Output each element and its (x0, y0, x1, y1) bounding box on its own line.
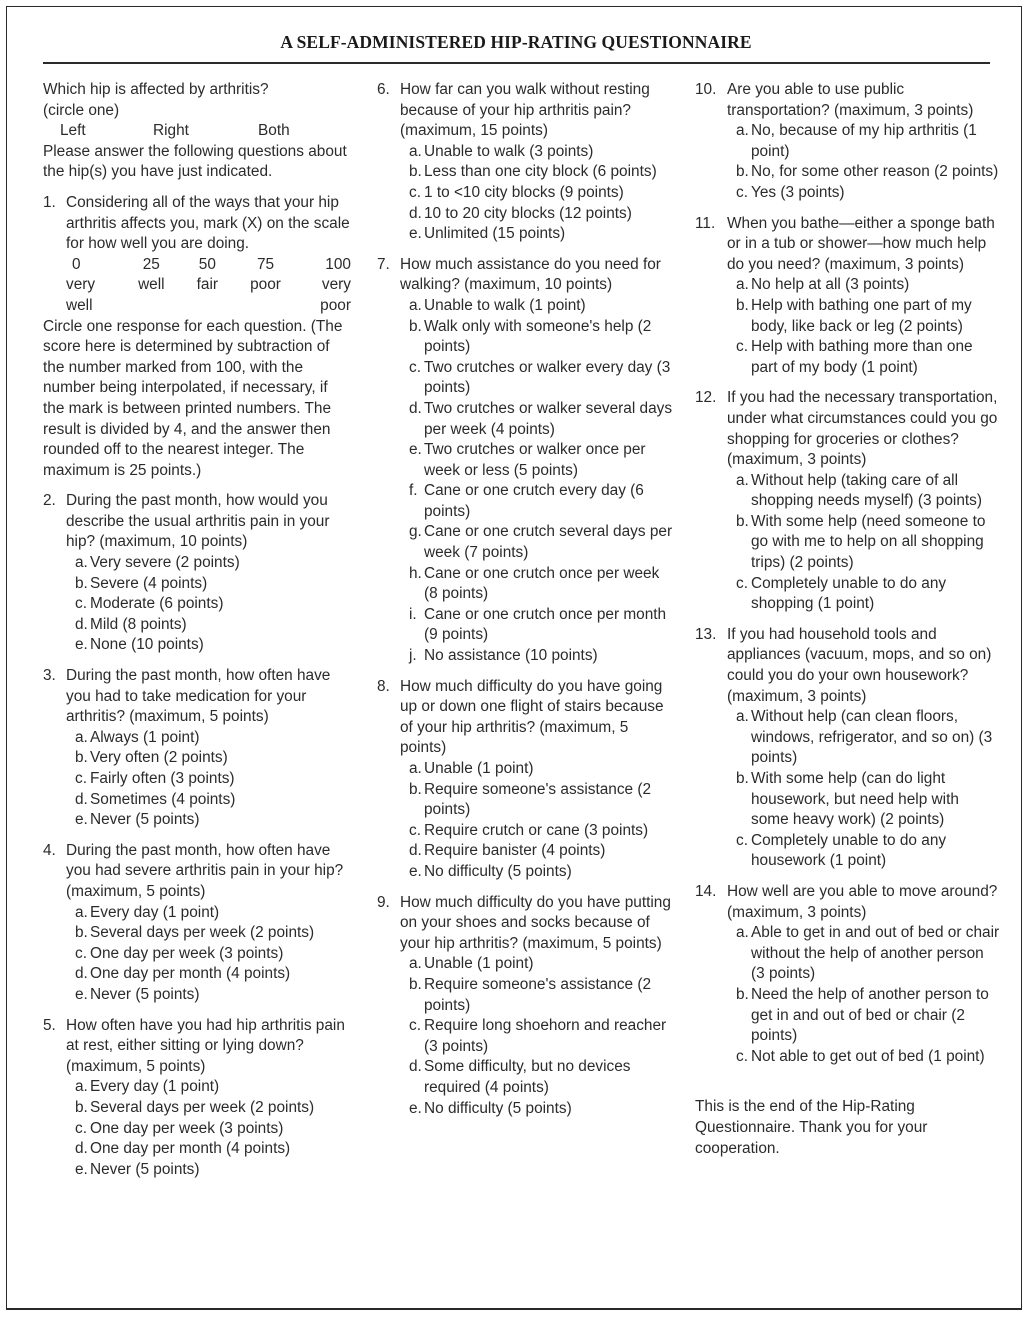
option-letter: f. (409, 482, 418, 500)
question-number: 2. (43, 492, 56, 510)
answer-option[interactable] (66, 903, 351, 924)
answer-option[interactable] (727, 707, 1000, 769)
intro-followup: Please answer the following questions about the hip(s) you have just indicated. (43, 142, 347, 181)
scale-value: 25 (142, 255, 160, 273)
question-number: 13. (695, 625, 717, 643)
scale-value: 100 (325, 255, 351, 273)
option-letter: b. (736, 985, 749, 1003)
question-number: 12. (695, 389, 717, 407)
option-letter: a. (409, 760, 422, 777)
hip-choice-both[interactable]: Both (258, 122, 290, 140)
answer-option[interactable] (66, 594, 351, 615)
option-letter: a. (409, 296, 422, 314)
scale-value: 50 (198, 255, 216, 273)
answer-option[interactable] (400, 759, 675, 780)
option-letter: h. (409, 564, 422, 582)
answer-option[interactable] (727, 162, 1000, 183)
option-letter: b. (409, 163, 422, 181)
option-text: Very severe (2 points) (90, 554, 240, 572)
answer-option[interactable] (66, 985, 351, 1006)
question-6 (377, 80, 675, 245)
question-1 (43, 193, 351, 317)
answer-option[interactable] (66, 944, 351, 965)
question-text: During the past month, how often have you had to take medication for your arthritis? (maximum, 5 points) (66, 667, 331, 726)
scale-value: 75 (256, 255, 275, 273)
intro-instruction: (circle one) (43, 101, 120, 119)
option-text: 10 to 20 city blocks (12 points) (424, 204, 632, 222)
option-letter: a. (75, 903, 88, 921)
option-text: No assistance (10 points) (424, 647, 598, 665)
option-letter: e. (75, 636, 88, 654)
option-text: Walk only with someone's help (2 points) (424, 317, 652, 356)
question-text: If you had household tools and appliances (vacuum, mops, and so on) could you do your own housework? (maximum, 3 points) (727, 625, 992, 705)
scale-point[interactable] (66, 255, 106, 317)
intro-question: Which hip is affected by arthritis? (43, 81, 269, 98)
answer-option[interactable] (727, 769, 1000, 831)
answer-option[interactable] (66, 635, 351, 656)
answer-option[interactable] (400, 204, 675, 225)
question-text: How well are you able to move around? (maximum, 3 points) (727, 882, 998, 921)
scale-point[interactable] (250, 255, 281, 317)
answer-option[interactable] (66, 574, 351, 595)
scale-label: well (138, 276, 165, 294)
answer-option[interactable] (727, 183, 1000, 204)
answer-option[interactable] (727, 121, 1000, 162)
option-letter: i. (409, 605, 417, 623)
scale-point[interactable] (197, 255, 218, 317)
answer-option[interactable] (66, 728, 351, 749)
option-text: One day per month (4 points) (90, 965, 291, 983)
option-text: Unlimited (15 points) (424, 225, 566, 243)
answer-option[interactable] (400, 317, 675, 358)
answer-option[interactable] (66, 964, 351, 985)
question-14 (695, 882, 1000, 1067)
option-letter: c. (75, 944, 87, 962)
scale-value: 0 (72, 255, 81, 273)
option-text: Help with bathing one part of my body, like back or leg (2 points) (751, 296, 972, 335)
answer-option[interactable] (400, 1057, 675, 1098)
option-text: Unable (1 point) (424, 760, 534, 777)
option-letter: c. (736, 831, 748, 849)
option-text: Several days per week (2 points) (90, 924, 315, 942)
option-text: One day per week (3 points) (90, 1119, 284, 1137)
answer-option[interactable] (66, 790, 351, 811)
answer-option[interactable] (727, 471, 1000, 512)
option-letter: c. (75, 595, 87, 613)
scale-label: very well (66, 276, 96, 314)
answer-option[interactable] (400, 358, 675, 399)
option-text: Some difficulty, but no devices required (4 points) (424, 1058, 631, 1096)
option-letter: d. (409, 204, 422, 222)
option-text: With some help (can do light housework, but need help with some heavy work) (2 points) (751, 770, 959, 829)
option-letter: a. (75, 554, 88, 572)
option-letter: d. (75, 965, 88, 983)
answer-option[interactable] (400, 183, 675, 204)
question-text: When you bathe—either a sponge bath or in a tub or shower—how much help do you need? (maximum, 3 points) (727, 214, 995, 273)
option-text: Cane or one crutch once per week (8 points) (424, 564, 660, 603)
option-letter: e. (409, 225, 422, 243)
option-text: Without help (taking care of all shopping needs myself) (3 points) (751, 471, 982, 510)
option-text: Every day (1 point) (90, 903, 220, 921)
answer-option[interactable] (727, 831, 1000, 872)
answer-option[interactable] (400, 646, 675, 667)
option-text: Need the help of another person to get in and out of bed or chair (2 points) (751, 985, 989, 1045)
option-letter: e. (409, 862, 422, 880)
question-number: 8. (377, 677, 390, 695)
option-text: Completely unable to do any shopping (1 point) (751, 574, 947, 613)
question-number: 6. (377, 81, 390, 98)
question-12 (695, 388, 1000, 615)
option-letter: e. (75, 985, 88, 1003)
answer-option[interactable] (400, 821, 675, 842)
question-number: 10. (695, 81, 717, 98)
question-number: 4. (43, 841, 56, 859)
option-letter: a. (736, 471, 749, 489)
option-text: Never (5 points) (90, 985, 200, 1003)
option-text: None (10 points) (90, 636, 204, 654)
answer-option[interactable] (66, 553, 351, 574)
option-text: Fairly often (3 points) (90, 770, 235, 787)
option-letter: b. (409, 317, 422, 335)
scale-label: fair (196, 276, 219, 294)
question-number: 3. (43, 667, 56, 685)
answer-option[interactable] (727, 296, 1000, 337)
option-text: Without help (can clean floors, windows, refrigerator, and so on) (3 points) (751, 708, 993, 767)
option-text: No help at all (3 points) (751, 276, 910, 294)
question-5 (43, 1016, 351, 1181)
option-letter: c. (409, 183, 421, 201)
option-letter: c. (736, 574, 748, 592)
option-text: Unable to walk (3 points) (424, 142, 594, 160)
option-letter: c. (409, 358, 421, 376)
question-text: If you had the necessary transportation, under what circumstances could you go shopping for groceries or clothes? (maximum, 3 points) (727, 389, 998, 469)
question-number: 14. (695, 882, 717, 900)
question-text: How much assistance do you need for walking? (maximum, 10 points) (400, 255, 661, 294)
option-letter: d. (75, 790, 88, 808)
question-13 (695, 625, 1000, 872)
column-2 (377, 80, 675, 1119)
option-text: Mild (8 points) (90, 615, 187, 633)
option-letter: e. (409, 441, 422, 459)
question-number: 1. (43, 193, 56, 211)
option-letter: a. (409, 142, 422, 160)
option-letter: b. (409, 780, 422, 798)
option-text: Require banister (4 points) (424, 842, 606, 860)
question-4 (43, 841, 351, 1006)
question-text: How much difficulty do you have going up or down one flight of stairs because of your hip arthritis? (maximum, 5 points) (400, 677, 664, 757)
option-letter: c. (409, 1017, 421, 1035)
option-letter: d. (75, 615, 88, 633)
answer-option[interactable] (400, 162, 675, 183)
answer-option[interactable] (66, 923, 351, 944)
option-text: Less than one city block (6 points) (424, 163, 657, 181)
option-text: Require long shoehorn and reacher (3 points) (424, 1017, 667, 1055)
option-text: No, because of my hip arthritis (1 point) (751, 122, 977, 160)
option-text: No difficulty (5 points) (424, 1099, 572, 1117)
option-letter: b. (736, 770, 749, 787)
scale-point[interactable] (138, 255, 165, 317)
option-letter: b. (75, 574, 88, 592)
question-7 (377, 255, 675, 667)
option-letter: b. (75, 924, 88, 942)
option-letter: d. (75, 1140, 88, 1158)
scale-point[interactable] (313, 255, 351, 317)
option-letter: d. (409, 399, 422, 417)
option-text: No, for some other reason (2 points) (751, 163, 999, 181)
option-letter: e. (75, 1160, 88, 1178)
option-letter: d. (409, 1058, 422, 1076)
answer-option[interactable] (66, 1077, 351, 1098)
question-text: How much difficulty do you have putting on your shoes and socks because of your hip arthritis? (maximum, 5 points) (400, 893, 671, 952)
option-text: Yes (3 points) (751, 183, 845, 201)
option-letter: a. (736, 924, 749, 942)
option-text: No difficulty (5 points) (424, 862, 572, 880)
option-text: Cane or one crutch once per month (9 points) (424, 605, 667, 644)
option-text: Sometimes (4 points) (90, 790, 236, 808)
option-letter: c. (736, 338, 748, 356)
option-text: Completely unable to do any housework (1 point) (751, 831, 947, 870)
answer-option[interactable] (727, 923, 1000, 985)
option-text: Always (1 point) (90, 728, 200, 746)
option-letter: g. (409, 523, 422, 541)
question-11 (695, 214, 1000, 379)
option-text: One day per week (3 points) (90, 944, 284, 962)
option-letter: d. (409, 842, 422, 860)
option-text: Require someone's assistance (2 points) (424, 780, 652, 819)
answer-option[interactable] (400, 954, 675, 975)
option-letter: c. (736, 183, 748, 201)
column-3 (695, 80, 1000, 1159)
option-letter: e. (409, 1099, 422, 1117)
option-text: Every day (1 point) (90, 1078, 220, 1096)
question-8 (377, 677, 675, 883)
option-text: Require someone's assistance (2 points) (424, 975, 652, 1014)
answer-option[interactable] (66, 748, 351, 769)
option-text: Never (5 points) (90, 1160, 200, 1178)
option-letter: a. (75, 1078, 88, 1096)
option-text: With some help (need someone to go with me to help on all shopping trips) (2 points) (751, 512, 986, 572)
option-text: Severe (4 points) (90, 574, 208, 592)
hip-choice-group (43, 121, 351, 142)
answer-option[interactable] (66, 1139, 351, 1160)
option-text: Cane or one crutch several days per week (7 points) (424, 523, 673, 562)
question-number: 5. (43, 1016, 56, 1034)
option-text: Unable (1 point) (424, 955, 534, 973)
answer-option[interactable] (727, 574, 1000, 615)
option-text: 1 to <10 city blocks (9 points) (424, 183, 624, 201)
option-letter: a. (75, 728, 88, 746)
option-text: Two crutches or walker several days per week (4 points) (424, 399, 673, 438)
scale-label: poor (250, 276, 281, 294)
option-letter: a. (736, 122, 749, 140)
question-text: How often have you had hip arthritis pain at rest, either sitting or lying down? (maximum, 5 points) (66, 1016, 345, 1075)
answer-option[interactable] (400, 142, 675, 163)
option-letter: b. (409, 975, 422, 993)
questions-col2 (377, 80, 675, 1119)
answer-option[interactable] (400, 975, 675, 1016)
answer-option[interactable] (727, 512, 1000, 574)
option-letter: b. (736, 512, 749, 530)
rating-scale[interactable] (66, 255, 351, 317)
question-text: Are you able to use public transportation? (maximum, 3 points) (727, 81, 974, 119)
question-text: During the past month, how would you describe the usual arthritis pain in your hip? (maximum, 10 points) (66, 492, 330, 551)
answer-option[interactable] (66, 769, 351, 790)
answer-option[interactable] (66, 1098, 351, 1119)
option-text: Very often (2 points) (90, 749, 228, 767)
title-divider (43, 62, 990, 64)
question-3 (43, 666, 351, 831)
option-letter: b. (75, 749, 88, 767)
option-letter: c. (409, 821, 421, 839)
answer-option[interactable] (727, 275, 1000, 296)
question-number: 9. (377, 893, 390, 911)
page-title: A SELF-ADMINISTERED HIP-RATING QUESTIONNAIRE (280, 32, 752, 52)
question-2 (43, 491, 351, 656)
answer-option[interactable] (400, 1016, 675, 1057)
question-text: How far can you walk without resting because of your hip arthritis pain? (maximum, 15 points) (400, 81, 650, 140)
answer-option[interactable] (727, 1047, 1000, 1068)
option-letter: a. (736, 276, 749, 294)
option-letter: c. (736, 1047, 748, 1065)
question-text: Considering all of the ways that your hip arthritis affects you, mark (X) on the scale for how well you are doing. (66, 193, 350, 253)
option-text: Two crutches or walker every day (3 points) (424, 358, 671, 397)
option-text: Not able to get out of bed (1 point) (751, 1047, 985, 1065)
answer-option[interactable] (400, 862, 675, 883)
option-letter: c. (75, 1119, 87, 1137)
question-number: 11. (695, 214, 716, 232)
answer-option[interactable] (400, 605, 675, 646)
option-text: Several days per week (2 points) (90, 1098, 315, 1116)
hip-choice-right[interactable]: Right (153, 122, 189, 140)
answer-option[interactable] (66, 615, 351, 636)
answer-option[interactable] (400, 440, 675, 481)
answer-option[interactable] (66, 1119, 351, 1140)
option-text: Require crutch or cane (3 points) (424, 821, 649, 839)
answer-option[interactable] (400, 296, 675, 317)
option-letter: e. (75, 811, 88, 829)
answer-option[interactable] (400, 224, 675, 245)
option-letter: b. (75, 1098, 88, 1116)
answer-option[interactable] (66, 810, 351, 831)
scale-label: very poor (320, 276, 351, 314)
answer-option[interactable] (727, 985, 1000, 1047)
option-letter: a. (409, 955, 422, 973)
hip-choice-left[interactable]: Left (60, 122, 86, 140)
option-letter: j. (409, 647, 417, 665)
option-text: Help with bathing more than one part of my body (1 point) (751, 338, 973, 376)
answer-option[interactable] (400, 481, 675, 522)
option-letter: b. (736, 163, 749, 181)
answer-option[interactable] (66, 1160, 351, 1181)
question-text: During the past month, how often have you had severe arthritis pain in your hip? (maximum, 5 points) (66, 841, 344, 900)
answer-option[interactable] (400, 841, 675, 862)
closing-note: This is the end of the Hip-Rating Questionnaire. Thank you for your cooperation. (695, 1098, 928, 1157)
option-text: Unable to walk (1 point) (424, 296, 586, 314)
option-text: Cane or one crutch every day (6 points) (424, 482, 644, 520)
answer-option[interactable] (400, 780, 675, 821)
answer-option[interactable] (400, 522, 675, 563)
option-text: One day per month (4 points) (90, 1140, 291, 1158)
questions-col3 (695, 80, 1000, 1067)
answer-option[interactable] (727, 337, 1000, 378)
scoring-note: Circle one response for each question. (The score here is determined by subtraction of the number marked from 100, with the number being interpolated, if necessary, if the mark is between printed numbers. The result is divided by 4, and the answer then rounded off to the nearest integer. The maximum is 25 points.) (43, 317, 343, 479)
option-letter: a. (736, 708, 749, 726)
answer-option[interactable] (400, 564, 675, 605)
option-text: Never (5 points) (90, 811, 200, 829)
option-text: Two crutches or walker once per week or less (5 points) (424, 441, 646, 479)
option-letter: b. (736, 296, 749, 314)
answer-option[interactable] (400, 399, 675, 440)
question-9 (377, 893, 675, 1120)
questions-col1 (43, 491, 351, 1180)
question-number: 7. (377, 255, 390, 273)
option-text: Moderate (6 points) (90, 595, 224, 613)
answer-option[interactable] (400, 1099, 675, 1120)
question-10 (695, 80, 1000, 204)
column-1 (43, 80, 351, 1180)
option-letter: c. (75, 770, 87, 787)
option-text: Able to get in and out of bed or chair without the help of another person (3 points) (751, 924, 1000, 983)
